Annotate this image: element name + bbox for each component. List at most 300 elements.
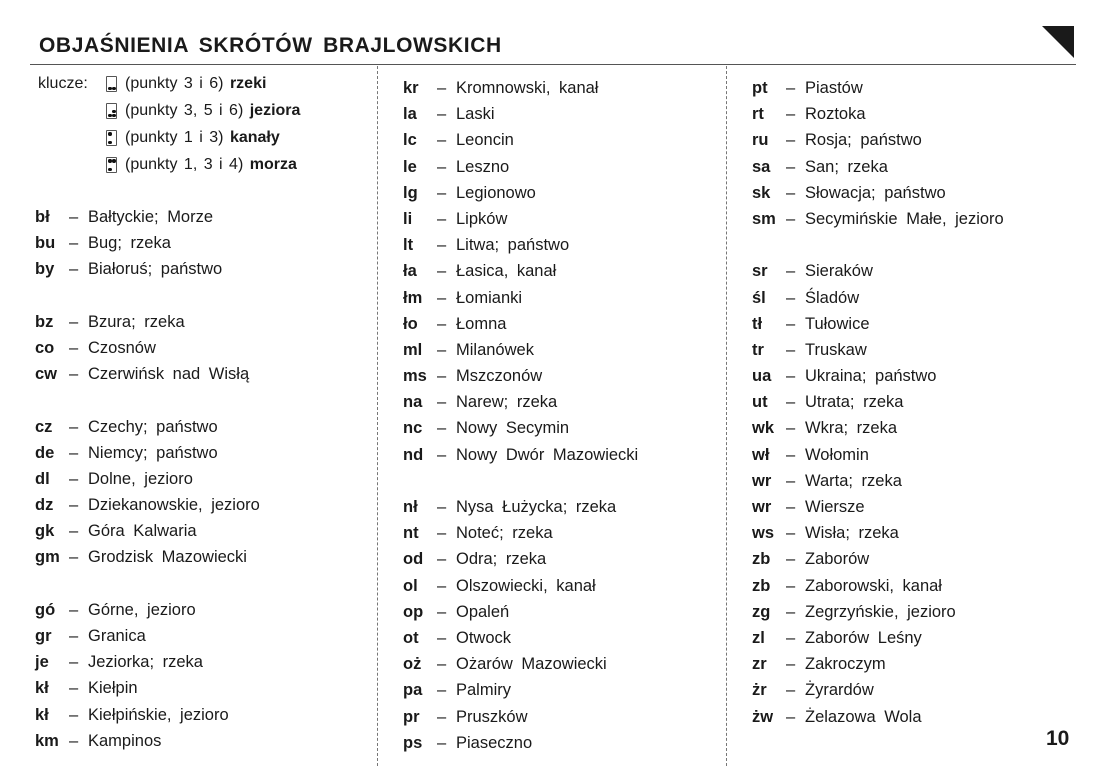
abbreviation-code: ua bbox=[752, 367, 772, 386]
braille-dot bbox=[108, 114, 111, 117]
braille-dot bbox=[112, 110, 115, 113]
abbreviation-entry bbox=[752, 417, 1004, 443]
abbreviation-code: ło bbox=[403, 314, 418, 333]
abbreviation-entry bbox=[752, 260, 1004, 286]
abbreviation-code: na bbox=[403, 393, 423, 412]
abbreviation-code: żw bbox=[752, 707, 774, 726]
abbreviation-code: oż bbox=[403, 655, 422, 674]
abbreviation-meaning: Nysa Łużycka; rzeka bbox=[456, 498, 617, 516]
abbreviation-meaning: Milanówek bbox=[456, 340, 534, 359]
abbreviation-meaning: Łomna bbox=[456, 314, 507, 333]
entry-dash: – bbox=[69, 627, 79, 645]
entry-dash: – bbox=[69, 443, 79, 462]
abbreviation-meaning: Tułowice bbox=[805, 314, 870, 333]
abbreviation-meaning: Pruszków bbox=[456, 707, 528, 726]
abbreviation-entry bbox=[403, 548, 638, 574]
abbreviation-entry bbox=[752, 522, 1004, 548]
entry-dash: – bbox=[786, 288, 796, 307]
entry-dash: – bbox=[437, 524, 447, 543]
abbreviation-entry bbox=[403, 287, 638, 313]
entry-dash: – bbox=[437, 340, 447, 359]
abbreviation-meaning: Kromnowski, kanał bbox=[456, 79, 599, 97]
abbreviation-code: zg bbox=[752, 602, 771, 621]
abbreviation-entry bbox=[752, 365, 1004, 391]
entry-dash: – bbox=[437, 707, 447, 726]
abbreviation-meaning: Piaseczno bbox=[456, 733, 533, 752]
abbreviation-meaning: Żyrardów bbox=[805, 681, 874, 700]
abbreviation-meaning: Palmiry bbox=[456, 681, 512, 700]
entry-dash: – bbox=[786, 262, 796, 281]
abbreviation-code: nł bbox=[403, 498, 418, 516]
key-label: klucze: bbox=[38, 75, 88, 92]
abbreviation-code: wr bbox=[752, 498, 772, 516]
abbreviation-code: ot bbox=[403, 628, 419, 647]
abbreviation-meaning: Legionowo bbox=[456, 183, 536, 202]
abbreviation-code: by bbox=[35, 260, 55, 279]
entry-dash: – bbox=[437, 367, 447, 386]
abbreviation-entry bbox=[35, 363, 260, 389]
entry-dash: – bbox=[786, 707, 796, 726]
key-meaning: kanały bbox=[229, 129, 280, 146]
abbreviation-meaning: Olszowiecki, kanał bbox=[456, 576, 596, 595]
entry-dash: – bbox=[437, 681, 447, 700]
entry-dash: – bbox=[786, 367, 796, 386]
entry-dash: – bbox=[69, 705, 79, 724]
entry-dash: – bbox=[786, 183, 796, 202]
abbreviation-entry bbox=[403, 391, 638, 417]
abbreviation-meaning: Otwock bbox=[456, 628, 512, 647]
abbreviation-entry bbox=[403, 496, 638, 522]
group-spacer bbox=[403, 470, 638, 496]
abbreviation-meaning: Kiełpin bbox=[88, 679, 138, 698]
abbreviation-meaning: Zaborów Leśny bbox=[805, 628, 922, 647]
braille-cell-icon bbox=[106, 130, 117, 146]
abbreviation-meaning: Narew; rzeka bbox=[456, 393, 558, 412]
abbreviation-meaning: Zaborów bbox=[805, 550, 870, 569]
abbreviation-entry bbox=[403, 444, 638, 470]
entry-dash: – bbox=[786, 79, 796, 97]
entry-dash: – bbox=[437, 733, 447, 752]
abbreviation-code: op bbox=[403, 602, 424, 621]
abbreviation-entry bbox=[403, 653, 638, 679]
corner-triangle-mark bbox=[1042, 26, 1074, 58]
abbreviation-entry bbox=[403, 522, 638, 548]
abbreviation-entry bbox=[403, 234, 638, 260]
abbreviation-entry bbox=[403, 339, 638, 365]
group-spacer bbox=[35, 573, 260, 599]
entry-dash: – bbox=[437, 393, 447, 412]
abbreviation-code: śl bbox=[752, 288, 766, 307]
entry-dash: – bbox=[69, 234, 79, 253]
abbreviation-meaning: Odra; rzeka bbox=[456, 550, 547, 569]
abbreviation-meaning: Mszczonów bbox=[456, 367, 543, 386]
abbreviation-entry bbox=[35, 730, 260, 756]
abbreviation-code: pr bbox=[403, 707, 420, 726]
abbreviation-entry bbox=[403, 601, 638, 627]
abbreviation-entry bbox=[752, 706, 1004, 732]
column-divider-2 bbox=[726, 66, 727, 766]
abbreviation-code: wk bbox=[752, 419, 775, 438]
abbreviation-code: wr bbox=[752, 471, 772, 490]
key-points: (punkty 3 i 6) bbox=[125, 75, 224, 92]
abbreviation-entry bbox=[752, 548, 1004, 574]
abbreviation-entry bbox=[35, 206, 260, 232]
abbreviation-entry bbox=[35, 599, 260, 625]
abbreviation-code: cw bbox=[35, 365, 58, 384]
abbreviation-code: zl bbox=[752, 628, 765, 647]
abbreviation-code: od bbox=[403, 550, 424, 569]
abbreviation-code: gm bbox=[35, 548, 60, 567]
abbreviation-code: ms bbox=[403, 367, 427, 386]
abbreviation-entry bbox=[752, 470, 1004, 496]
key-meaning: morza bbox=[249, 156, 297, 173]
abbreviation-meaning: Sieraków bbox=[805, 262, 873, 281]
entry-dash: – bbox=[786, 628, 796, 647]
abbreviation-entry bbox=[403, 260, 638, 286]
braille-dot bbox=[112, 114, 115, 117]
abbreviation-code: łm bbox=[403, 288, 423, 307]
braille-dot bbox=[108, 159, 111, 162]
abbreviation-meaning: Opaleń bbox=[456, 602, 510, 621]
abbreviation-entry bbox=[752, 339, 1004, 365]
entry-dash: – bbox=[786, 445, 796, 464]
abbreviation-code: ol bbox=[403, 576, 418, 595]
abbreviation-entry bbox=[35, 494, 260, 520]
key-points: (punkty 3, 5 i 6) bbox=[125, 102, 244, 119]
abbreviation-meaning: Dolne, jezioro bbox=[88, 469, 193, 488]
key-meaning: jeziora bbox=[249, 102, 301, 119]
page-number: 10 bbox=[1046, 727, 1070, 750]
entry-dash: – bbox=[69, 548, 79, 567]
abbreviation-code: ps bbox=[403, 733, 423, 752]
abbreviation-column-2 bbox=[403, 77, 638, 758]
entry-dash: – bbox=[437, 602, 447, 621]
entry-dash: – bbox=[786, 209, 796, 228]
entry-dash: – bbox=[437, 209, 447, 228]
abbreviation-meaning: Czechy; państwo bbox=[88, 417, 218, 436]
abbreviation-code: ru bbox=[752, 131, 769, 150]
title-underline bbox=[30, 64, 1076, 65]
abbreviation-code: ut bbox=[752, 393, 768, 412]
abbreviation-meaning: Łomianki bbox=[456, 288, 523, 307]
abbreviation-meaning: Żelazowa Wola bbox=[805, 707, 922, 726]
entry-dash: – bbox=[69, 208, 79, 226]
abbreviation-meaning: Lipków bbox=[456, 209, 508, 228]
abbreviation-code: co bbox=[35, 338, 55, 357]
abbreviation-entry bbox=[752, 287, 1004, 313]
abbreviation-meaning: Grodzisk Mazowiecki bbox=[88, 548, 247, 567]
abbreviation-code: nc bbox=[403, 419, 423, 438]
key-points: (punkty 1, 3 i 4) bbox=[125, 156, 244, 173]
entry-dash: – bbox=[437, 79, 447, 97]
abbreviation-meaning: Ukraina; państwo bbox=[805, 367, 937, 386]
abbreviation-code: de bbox=[35, 443, 55, 462]
entry-dash: – bbox=[69, 338, 79, 357]
abbreviation-entry bbox=[403, 679, 638, 705]
key-meaning: rzeki bbox=[229, 75, 267, 92]
key-row bbox=[38, 154, 300, 181]
abbreviation-entry bbox=[35, 442, 260, 468]
abbreviation-meaning: Kiełpińskie, jezioro bbox=[88, 705, 229, 724]
entry-dash: – bbox=[437, 236, 447, 255]
braille-key-legend bbox=[38, 73, 300, 181]
abbreviation-code: bu bbox=[35, 234, 56, 253]
abbreviation-meaning: Bzura; rzeka bbox=[88, 312, 185, 331]
entry-dash: – bbox=[69, 653, 79, 672]
abbreviation-meaning: Wkra; rzeka bbox=[805, 419, 898, 438]
braille-dot bbox=[108, 87, 111, 90]
abbreviation-meaning: Zegrzyńskie, jezioro bbox=[805, 602, 956, 621]
abbreviation-entry bbox=[752, 444, 1004, 470]
abbreviation-meaning: Ożarów Mazowiecki bbox=[456, 655, 607, 674]
abbreviation-meaning: Kampinos bbox=[88, 731, 162, 750]
abbreviation-meaning: Noteć; rzeka bbox=[456, 524, 553, 543]
abbreviation-meaning: San; rzeka bbox=[805, 157, 888, 176]
abbreviation-code: zr bbox=[752, 655, 767, 674]
abbreviation-code: je bbox=[35, 653, 49, 672]
abbreviation-meaning: Dziekanowskie, jezioro bbox=[88, 496, 260, 515]
entry-dash: – bbox=[437, 445, 447, 464]
abbreviation-code: sr bbox=[752, 262, 768, 281]
abbreviation-code: ws bbox=[752, 524, 775, 543]
abbreviation-code: bz bbox=[35, 312, 54, 331]
abbreviation-entry bbox=[403, 129, 638, 155]
entry-dash: – bbox=[69, 600, 79, 619]
abbreviation-code: tł bbox=[752, 314, 763, 333]
abbreviation-code: kł bbox=[35, 679, 49, 698]
entry-dash: – bbox=[786, 157, 796, 176]
braille-dot bbox=[108, 132, 111, 135]
abbreviation-code: wł bbox=[752, 445, 770, 464]
abbreviation-code: żr bbox=[752, 681, 767, 700]
key-points: (punkty 1 i 3) bbox=[125, 129, 224, 146]
entry-dash: – bbox=[437, 131, 447, 150]
abbreviation-code: cz bbox=[35, 417, 53, 436]
braille-dot bbox=[112, 159, 115, 162]
abbreviation-meaning: Secymińskie Małe, jezioro bbox=[805, 209, 1004, 228]
abbreviation-entry bbox=[403, 208, 638, 234]
abbreviation-code: tr bbox=[752, 340, 764, 359]
abbreviation-entry bbox=[35, 651, 260, 677]
abbreviation-entry bbox=[752, 391, 1004, 417]
entry-dash: – bbox=[69, 496, 79, 515]
abbreviation-entry bbox=[752, 575, 1004, 601]
entry-dash: – bbox=[786, 471, 796, 490]
abbreviation-code: pt bbox=[752, 79, 768, 97]
abbreviation-meaning: Wiersze bbox=[805, 498, 865, 516]
entry-dash: – bbox=[69, 312, 79, 331]
abbreviation-column-3 bbox=[752, 77, 1004, 732]
abbreviation-meaning: Góra Kalwaria bbox=[88, 522, 197, 541]
abbreviation-entry bbox=[403, 365, 638, 391]
abbreviation-meaning: Piastów bbox=[805, 79, 863, 97]
group-spacer bbox=[35, 389, 260, 415]
abbreviation-code: la bbox=[403, 105, 417, 124]
abbreviation-code: ła bbox=[403, 262, 417, 281]
entry-dash: – bbox=[69, 365, 79, 384]
entry-dash: – bbox=[437, 419, 447, 438]
abbreviation-code: rt bbox=[752, 105, 764, 124]
abbreviation-entry bbox=[403, 156, 638, 182]
abbreviation-code: pa bbox=[403, 681, 423, 700]
braille-cell-icon bbox=[106, 157, 117, 173]
abbreviation-meaning: Łasica, kanał bbox=[456, 262, 557, 281]
abbreviation-entry bbox=[35, 546, 260, 572]
entry-dash: – bbox=[786, 550, 796, 569]
entry-dash: – bbox=[786, 681, 796, 700]
group-spacer bbox=[35, 285, 260, 311]
abbreviation-meaning: Leoncin bbox=[456, 131, 514, 150]
abbreviation-entry bbox=[403, 77, 638, 103]
abbreviation-meaning: Laski bbox=[456, 105, 495, 124]
abbreviation-code: ml bbox=[403, 340, 423, 359]
entry-dash: – bbox=[69, 469, 79, 488]
abbreviation-meaning: Rosja; państwo bbox=[805, 131, 922, 150]
abbreviation-entry bbox=[752, 601, 1004, 627]
abbreviation-code: zb bbox=[752, 576, 771, 595]
abbreviation-meaning: Czerwińsk nad Wisłą bbox=[88, 365, 250, 384]
abbreviation-entry bbox=[752, 653, 1004, 679]
abbreviation-code: bł bbox=[35, 208, 50, 226]
abbreviation-code: dz bbox=[35, 496, 54, 515]
abbreviation-entry bbox=[35, 625, 260, 651]
abbreviation-meaning: Wołomin bbox=[805, 445, 869, 464]
braille-dot bbox=[112, 87, 115, 90]
braille-cell-icon bbox=[106, 76, 117, 92]
braille-dot bbox=[108, 168, 111, 171]
key-row bbox=[38, 127, 300, 154]
abbreviation-meaning: Nowy Secymin bbox=[456, 419, 570, 438]
abbreviation-code: gk bbox=[35, 522, 55, 541]
abbreviation-meaning: Bug; rzeka bbox=[88, 234, 171, 253]
abbreviation-entry bbox=[35, 520, 260, 546]
entry-dash: – bbox=[437, 628, 447, 647]
abbreviation-code: sm bbox=[752, 209, 776, 228]
entry-dash: – bbox=[786, 576, 796, 595]
abbreviation-entry bbox=[35, 311, 260, 337]
entry-dash: – bbox=[786, 498, 796, 516]
abbreviation-column-1 bbox=[35, 206, 260, 756]
entry-dash: – bbox=[69, 522, 79, 541]
entry-dash: – bbox=[437, 262, 447, 281]
abbreviation-entry bbox=[752, 679, 1004, 705]
abbreviation-meaning: Truskaw bbox=[805, 340, 867, 359]
abbreviation-meaning: Roztoka bbox=[805, 105, 866, 124]
entry-dash: – bbox=[786, 602, 796, 621]
page-title: OBJAŚNIENIA SKRÓTÓW BRAJLOWSKICH bbox=[39, 34, 502, 57]
column-divider-1 bbox=[377, 66, 378, 766]
abbreviation-meaning: Leszno bbox=[456, 157, 510, 176]
braille-cell-icon bbox=[106, 103, 117, 119]
abbreviation-entry bbox=[752, 208, 1004, 234]
abbreviation-code: le bbox=[403, 157, 417, 176]
abbreviation-meaning: Zaborowski, kanał bbox=[805, 576, 942, 595]
abbreviation-meaning: Utrata; rzeka bbox=[805, 393, 904, 412]
abbreviation-code: kr bbox=[403, 79, 419, 97]
entry-dash: – bbox=[786, 655, 796, 674]
abbreviation-code: kł bbox=[35, 705, 49, 724]
abbreviation-entry bbox=[752, 496, 1004, 522]
abbreviation-entry bbox=[35, 258, 260, 284]
abbreviation-entry bbox=[35, 232, 260, 258]
abbreviation-entry bbox=[35, 704, 260, 730]
abbreviation-meaning: Jeziorka; rzeka bbox=[88, 653, 203, 672]
abbreviation-entry bbox=[752, 156, 1004, 182]
abbreviation-code: dl bbox=[35, 469, 50, 488]
key-row bbox=[38, 73, 300, 100]
abbreviation-entry bbox=[403, 706, 638, 732]
abbreviation-entry bbox=[752, 77, 1004, 103]
abbreviation-code: zb bbox=[752, 550, 771, 569]
abbreviation-meaning: Niemcy; państwo bbox=[88, 443, 218, 462]
abbreviation-entry bbox=[403, 417, 638, 443]
abbreviation-meaning: Litwa; państwo bbox=[456, 236, 570, 255]
abbreviation-meaning: Czosnów bbox=[88, 338, 156, 357]
entry-dash: – bbox=[437, 498, 447, 516]
entry-dash: – bbox=[437, 183, 447, 202]
abbreviation-entry bbox=[752, 129, 1004, 155]
entry-dash: – bbox=[437, 576, 447, 595]
entry-dash: – bbox=[437, 550, 447, 569]
entry-dash: – bbox=[437, 105, 447, 124]
entry-dash: – bbox=[69, 260, 79, 279]
abbreviation-meaning: Warta; rzeka bbox=[805, 471, 902, 490]
entry-dash: – bbox=[437, 314, 447, 333]
abbreviation-entry bbox=[752, 182, 1004, 208]
abbreviation-code: nt bbox=[403, 524, 419, 543]
abbreviation-entry bbox=[403, 627, 638, 653]
abbreviation-meaning: Górne, jezioro bbox=[88, 600, 196, 619]
braille-dot bbox=[108, 141, 111, 144]
entry-dash: – bbox=[786, 340, 796, 359]
entry-dash: – bbox=[69, 679, 79, 698]
abbreviation-entry bbox=[403, 575, 638, 601]
abbreviation-entry bbox=[35, 337, 260, 363]
abbreviation-meaning: Bałtyckie; Morze bbox=[88, 208, 214, 226]
abbreviation-code: lt bbox=[403, 236, 414, 255]
entry-dash: – bbox=[786, 131, 796, 150]
abbreviation-code: gó bbox=[35, 600, 56, 619]
entry-dash: – bbox=[786, 314, 796, 333]
abbreviation-entry bbox=[35, 677, 260, 703]
entry-dash: – bbox=[786, 105, 796, 124]
abbreviation-entry bbox=[752, 627, 1004, 653]
abbreviation-code: nd bbox=[403, 445, 424, 464]
abbreviation-meaning: Nowy Dwór Mazowiecki bbox=[456, 445, 639, 464]
entry-dash: – bbox=[437, 157, 447, 176]
abbreviation-entry bbox=[403, 313, 638, 339]
entry-dash: – bbox=[69, 417, 79, 436]
abbreviation-meaning: Wisła; rzeka bbox=[805, 524, 899, 543]
entry-dash: – bbox=[786, 419, 796, 438]
abbreviation-entry bbox=[403, 182, 638, 208]
abbreviation-entry bbox=[403, 103, 638, 129]
abbreviation-entry bbox=[752, 103, 1004, 129]
abbreviation-code: lg bbox=[403, 183, 418, 202]
entry-dash: – bbox=[437, 288, 447, 307]
abbreviation-code: gr bbox=[35, 627, 52, 645]
group-spacer bbox=[752, 234, 1004, 260]
abbreviation-meaning: Białoruś; państwo bbox=[88, 260, 223, 279]
entry-dash: – bbox=[786, 524, 796, 543]
abbreviation-meaning: Słowacja; państwo bbox=[805, 183, 946, 202]
abbreviation-code: km bbox=[35, 731, 59, 750]
entry-dash: – bbox=[69, 731, 79, 750]
abbreviation-code: li bbox=[403, 209, 413, 228]
abbreviation-entry bbox=[35, 468, 260, 494]
abbreviation-entry bbox=[752, 313, 1004, 339]
abbreviation-meaning: Granica bbox=[88, 627, 146, 645]
